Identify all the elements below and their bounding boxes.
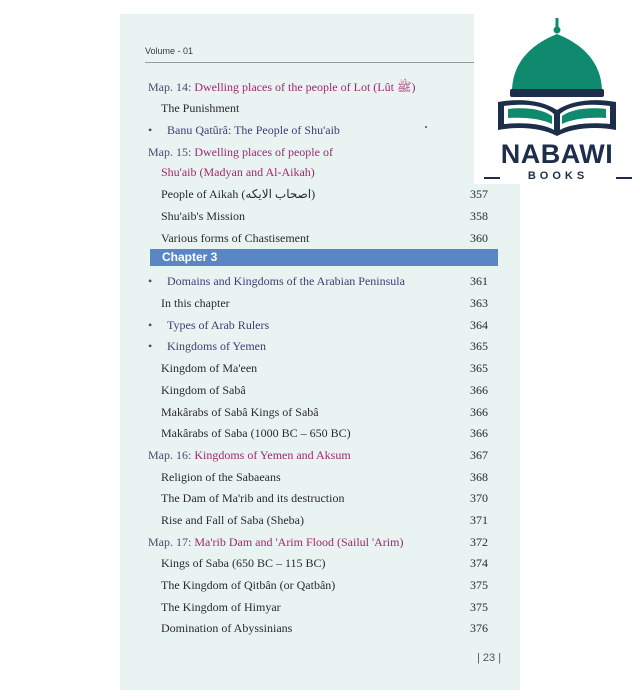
stray-dot bbox=[425, 126, 427, 128]
map-number: Map. 15: bbox=[148, 145, 192, 159]
section-title: Kingdoms of Yemen bbox=[167, 339, 267, 353]
entry-page-number: 374 bbox=[470, 556, 488, 570]
map-title: Kingdoms of Yemen and Aksum bbox=[194, 448, 351, 462]
map-entry bbox=[148, 145, 333, 159]
entry-title: In this chapter bbox=[161, 296, 230, 310]
map-number: Map. 16: bbox=[148, 448, 192, 462]
bullet-icon: • bbox=[148, 339, 153, 353]
map-number: Map. 14: bbox=[148, 80, 192, 94]
entry-page-number: 360 bbox=[470, 231, 488, 245]
brand-name: NABAWI bbox=[500, 139, 614, 169]
map-entry bbox=[148, 535, 403, 549]
brand-rule-right bbox=[616, 177, 632, 179]
chapter-title: Chapter 3 bbox=[162, 250, 218, 264]
entry-title: Kingdom of Ma'een bbox=[161, 361, 258, 375]
entry-page-number: 368 bbox=[470, 470, 488, 484]
entry-page-number: 375 bbox=[470, 600, 488, 614]
mosque-book-icon bbox=[474, 14, 640, 139]
entry-title: The Kingdom of Himyar bbox=[161, 600, 281, 614]
entry-title: Rise and Fall of Saba (Sheba) bbox=[161, 513, 304, 527]
entry-page-number: 372 bbox=[470, 535, 488, 549]
entry-page-number: 371 bbox=[470, 513, 488, 527]
entry-page-number: 358 bbox=[470, 209, 488, 223]
entry-page-number: 375 bbox=[470, 578, 488, 592]
entry-page-number: 365 bbox=[470, 361, 488, 375]
map-title: Ma'rib Dam and 'Arim Flood (Sailul 'Arim) bbox=[194, 535, 404, 549]
section-title: Domains and Kingdoms of the Arabian Peninsula bbox=[167, 274, 405, 288]
brand-subtitle: BOOKS bbox=[527, 170, 589, 182]
bullet-icon: • bbox=[148, 123, 153, 137]
entry-title: People of Aikah (اصحاب الايكه) bbox=[161, 187, 316, 201]
volume-label: Volume - 01 bbox=[145, 46, 194, 56]
entry-title: Various forms of Chastisement bbox=[161, 231, 310, 245]
entry-page-number: 366 bbox=[470, 383, 488, 397]
map-title-continued: Shu'aib (Madyan and Al-Aikah) bbox=[161, 165, 315, 179]
entry-title: Domination of Abyssinians bbox=[161, 621, 293, 635]
entry-page-number: 376 bbox=[470, 621, 488, 635]
page-number: | 23 | bbox=[477, 652, 502, 664]
entry-title: Kings of Saba (650 BC – 115 BC) bbox=[161, 556, 326, 570]
entry-page-number: 357 bbox=[470, 187, 488, 201]
entry-title: The Dam of Ma'rib and its destruction bbox=[161, 491, 345, 505]
entry-title: Kingdom of Sabâ bbox=[161, 383, 246, 397]
bullet-icon: • bbox=[148, 318, 153, 332]
map-entry bbox=[148, 80, 415, 94]
map-title: Dwelling places of people of bbox=[194, 145, 333, 159]
bullet-icon: • bbox=[148, 274, 153, 288]
nabawi-books-logo bbox=[474, 14, 640, 184]
entry-page-number: 365 bbox=[470, 339, 488, 353]
entry-page-number: 366 bbox=[470, 426, 488, 440]
map-number: Map. 17: bbox=[148, 535, 192, 549]
entry-page-number: 364 bbox=[470, 318, 488, 332]
entry-page-number: 361 bbox=[470, 274, 488, 288]
entry-title: The Kingdom of Qitbân (or Qatbân) bbox=[161, 578, 336, 592]
entry-title: Makârabs of Saba (1000 BC – 650 BC) bbox=[161, 426, 351, 440]
section-title: Banu Qatûrâ: The People of Shu'aib bbox=[167, 123, 340, 137]
chapter-banner bbox=[150, 249, 498, 266]
entry-title: Shu'aib's Mission bbox=[161, 209, 246, 223]
entry-title: The Punishment bbox=[161, 101, 240, 115]
entry-page-number: 367 bbox=[470, 448, 488, 462]
section-title: Types of Arab Rulers bbox=[167, 318, 270, 332]
entry-title: Makârabs of Sabâ Kings of Sabâ bbox=[161, 405, 319, 419]
entry-title: Religion of the Sabaeans bbox=[161, 470, 281, 484]
map-title: Dwelling places of the people of Lot (Lût ﷺ) bbox=[194, 80, 416, 94]
entry-page-number: 363 bbox=[470, 296, 488, 310]
entry-page-number: 366 bbox=[470, 405, 488, 419]
entry-page-number: 370 bbox=[470, 491, 488, 505]
map-entry bbox=[148, 448, 351, 462]
